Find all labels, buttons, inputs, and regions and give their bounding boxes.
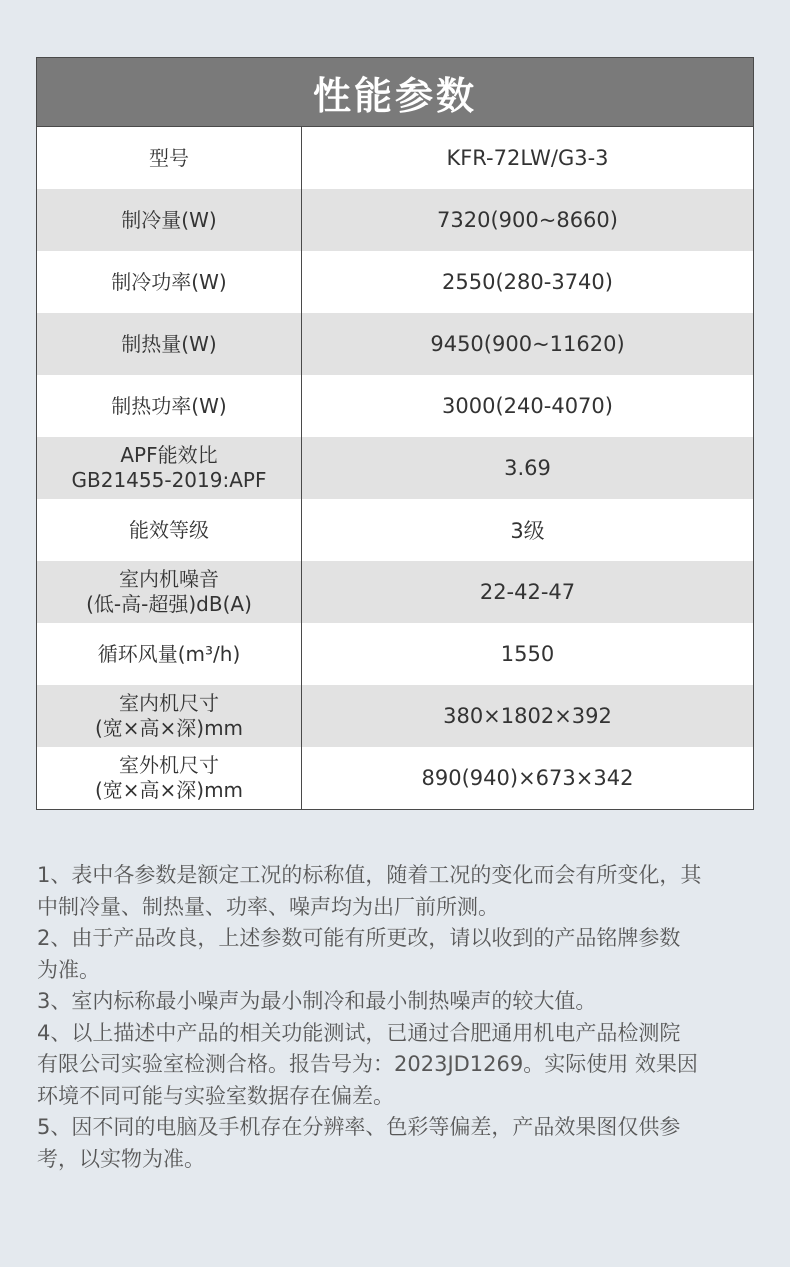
row-label [37,375,302,437]
note-line: 为准。 [37,957,100,982]
row-label-line: 循环风量(m³/h) [97,641,241,666]
note-line: 中制冷量、制热量、功率、噪声均为出厂前所测。 [37,894,499,919]
note-line: 有限公司实验室检测合格。报告号为：2023JD1269。实际使用 效果因 [37,1052,698,1076]
note-line: 考，以实物为准。 [37,1146,205,1171]
table-row [37,189,753,251]
note-line: 5、因不同的电脑及手机存在分辨率、色彩等偏差，产品效果图仅供参 [37,1115,681,1139]
spec-table [36,57,754,810]
row-label-line: (低-高-超强)dB(A) [86,592,252,616]
table-row [37,251,753,313]
note-item [37,1018,759,1113]
row-label [37,189,302,251]
row-label [37,437,302,499]
row-label [37,313,302,375]
row-label [37,499,302,561]
row-label-line: 制热量(W) [121,331,217,356]
note-line: 2、由于产品改良，上述参数可能有所更改，请以收到的产品铭牌参数 [37,926,681,950]
row-value: 3级 [510,519,545,543]
row-label [37,251,302,313]
table-title: 性能参数 [37,58,753,127]
table-row [37,313,753,375]
note-item [37,986,759,1018]
note-line: 4、以上描述中产品的相关功能测试，已通过合肥通用机电产品检测院 [37,1020,681,1045]
row-label-line: (宽×高×深)mm [94,716,244,740]
row-value: 380×1802×392 [443,704,612,728]
row-value: 3.69 [504,456,551,480]
row-label-line: 制冷功率(W) [111,269,227,294]
row-label [37,623,302,685]
notes-section [37,860,759,1175]
row-value: 22-42-47 [479,580,576,604]
row-label-line: 室内机尺寸 [119,691,219,715]
table-row [37,561,753,623]
row-label-line: GB21455-2019:APF [71,468,267,492]
note-item [37,1112,759,1175]
row-value: 2550(280-3740) [442,270,613,294]
note-item [37,860,759,923]
table-row [37,623,753,685]
table-row [37,127,753,189]
note-line: 3、室内标称最小噪声为最小制冷和最小制热噪声的较大值。 [37,989,597,1013]
row-value: 1550 [500,642,555,666]
row-label-line: APF能效比 [120,443,218,467]
row-value: 890(940)×673×342 [421,766,634,790]
table-row [37,499,753,561]
table-row [37,685,753,747]
note-line: 环境不同可能与实验室数据存在偏差。 [37,1083,394,1108]
row-label-line: (宽×高×深)mm [94,778,244,802]
row-label-line: 制热功率(W) [111,393,227,418]
row-label-line: 能效等级 [129,517,209,542]
note-item [37,923,759,986]
row-label [37,685,302,747]
row-value: 3000(240-4070) [442,394,613,418]
row-value: KFR-72LW/G3-3 [446,146,609,170]
table-row [37,747,753,809]
row-value: 9450(900~11620) [430,332,625,356]
table-row [37,375,753,437]
table-body [37,127,753,809]
note-line: 1、表中各参数是额定工况的标称值，随着工况的变化而会有所变化，其 [37,863,702,887]
row-label [37,561,302,623]
table-row [37,437,753,499]
row-value: 7320(900~8660) [437,208,618,232]
row-label-line: 室外机尺寸 [119,753,219,777]
row-label-line: 制冷量(W) [121,207,217,232]
row-label [37,127,302,189]
row-label-line: 型号 [149,145,189,170]
row-label [37,747,302,809]
row-label-line: 室内机噪音 [119,567,219,591]
